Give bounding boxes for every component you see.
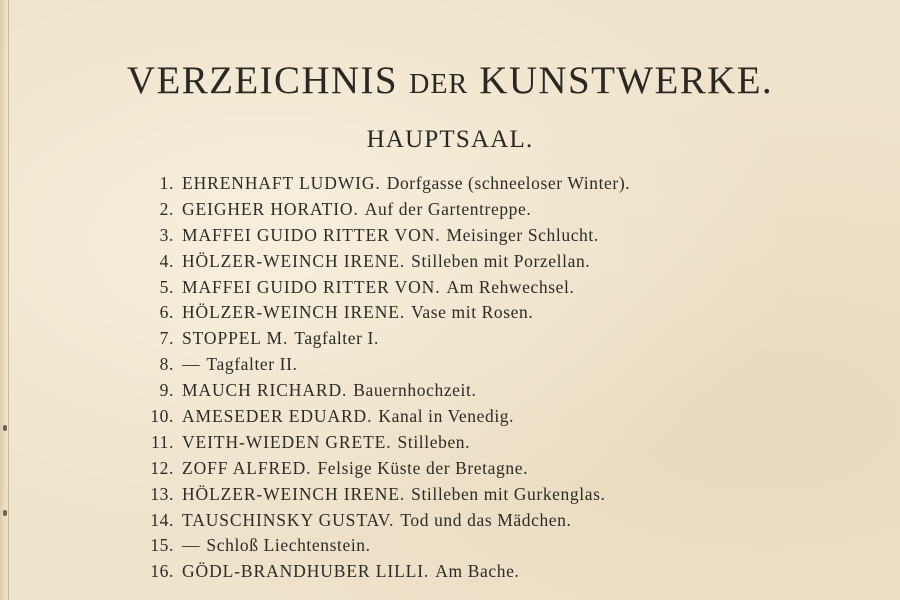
entry-number: 7. bbox=[159, 328, 174, 349]
artwork-entry bbox=[130, 532, 830, 558]
entry-number: 10. bbox=[150, 406, 174, 427]
section-heading: HAUPTSAAL. bbox=[366, 126, 534, 153]
entry-number: 11. bbox=[150, 431, 174, 452]
entry-number: 3. bbox=[159, 224, 174, 245]
entry-title: Stilleben. bbox=[397, 431, 471, 452]
entry-title: Auf der Gartentreppe. bbox=[364, 198, 532, 219]
artwork-entry bbox=[130, 274, 830, 300]
entry-title: Felsige Küste der Bretagne. bbox=[317, 457, 529, 478]
entry-title: Tagfalter I. bbox=[294, 328, 379, 349]
artwork-entry bbox=[130, 170, 830, 196]
page-title bbox=[0, 58, 900, 103]
entry-artist: ZOFF ALFRED. bbox=[182, 457, 312, 478]
entry-artist: MAFFEI GUIDO RITTER VON. bbox=[182, 224, 441, 245]
binding-thread-mark bbox=[3, 510, 7, 516]
entry-title: Kanal in Venedig. bbox=[378, 406, 515, 427]
entry-title: Tod und das Mädchen. bbox=[400, 509, 572, 530]
entry-number: 6. bbox=[159, 302, 174, 323]
entry-number: 8. bbox=[159, 354, 174, 375]
entry-artist: HÖLZER-WEINCH IRENE. bbox=[182, 302, 406, 323]
artwork-entry bbox=[130, 351, 830, 377]
artwork-entry bbox=[130, 558, 830, 584]
artwork-entry bbox=[130, 403, 830, 429]
entry-number: 4. bbox=[159, 250, 174, 271]
entry-title: Meisinger Schlucht. bbox=[446, 224, 599, 245]
entry-artist-ditto-dash: — bbox=[182, 354, 201, 375]
entry-artist: HÖLZER-WEINCH IRENE. bbox=[182, 483, 406, 504]
entry-artist: STOPPEL M. bbox=[182, 328, 289, 349]
entry-number: 15. bbox=[150, 535, 174, 556]
artwork-entry bbox=[130, 455, 830, 481]
entry-artist: MAUCH RICHARD. bbox=[182, 380, 348, 401]
title-word-der: DER bbox=[409, 69, 469, 100]
binding-thread-mark bbox=[3, 425, 7, 431]
entry-number: 5. bbox=[159, 276, 174, 297]
entry-artist-ditto-dash: — bbox=[182, 535, 201, 556]
entry-number: 13. bbox=[150, 483, 174, 504]
entry-title: Dorfgasse (schneeloser Winter). bbox=[386, 173, 631, 193]
entry-title: Vase mit Rosen. bbox=[411, 302, 534, 323]
entry-number: 14. bbox=[150, 509, 174, 530]
artwork-entry bbox=[130, 481, 830, 507]
title-word-kunstwerke: KUNSTWERKE. bbox=[479, 59, 774, 102]
entry-title: Schloß Liechtenstein. bbox=[206, 535, 371, 556]
entry-title: Am Bache. bbox=[435, 561, 520, 582]
entry-artist: GÖDL-BRANDHUBER LILLI. bbox=[182, 561, 430, 582]
entry-artist: MAFFEI GUIDO RITTER VON. bbox=[182, 276, 441, 297]
entry-number: 2. bbox=[159, 198, 174, 219]
entry-number: 1. bbox=[159, 173, 174, 193]
artwork-entry bbox=[130, 248, 830, 274]
entry-title: Am Rehwechsel. bbox=[446, 276, 575, 297]
artwork-entry bbox=[130, 325, 830, 351]
entry-artist: GEIGHER HORATIO. bbox=[182, 198, 359, 219]
artwork-list bbox=[130, 170, 830, 584]
artwork-entry bbox=[130, 299, 830, 325]
entry-title: Bauernhochzeit. bbox=[353, 380, 477, 401]
artwork-entry bbox=[130, 196, 830, 222]
title-word-verzeichnis: VERZEICHNIS bbox=[126, 59, 398, 102]
artwork-entry bbox=[130, 222, 830, 248]
entry-artist: EHRENHAFT LUDWIG. bbox=[182, 173, 381, 193]
artwork-entry bbox=[130, 377, 830, 403]
entry-number: 16. bbox=[150, 561, 174, 582]
entry-number: 9. bbox=[159, 380, 174, 401]
artwork-entry bbox=[130, 507, 830, 533]
entry-number: 12. bbox=[150, 457, 174, 478]
entry-artist: TAUSCHINSKY GUSTAV. bbox=[182, 509, 395, 530]
entry-artist: VEITH-WIEDEN GRETE. bbox=[182, 431, 392, 452]
entry-title: Stilleben mit Porzellan. bbox=[411, 250, 591, 271]
entry-title: Stilleben mit Gurkenglas. bbox=[411, 483, 606, 504]
entry-artist: AMESEDER EDUARD. bbox=[182, 406, 373, 427]
entry-title: Tagfalter II. bbox=[206, 354, 298, 375]
artwork-entry bbox=[130, 429, 830, 455]
entry-artist: HÖLZER-WEINCH IRENE. bbox=[182, 250, 406, 271]
